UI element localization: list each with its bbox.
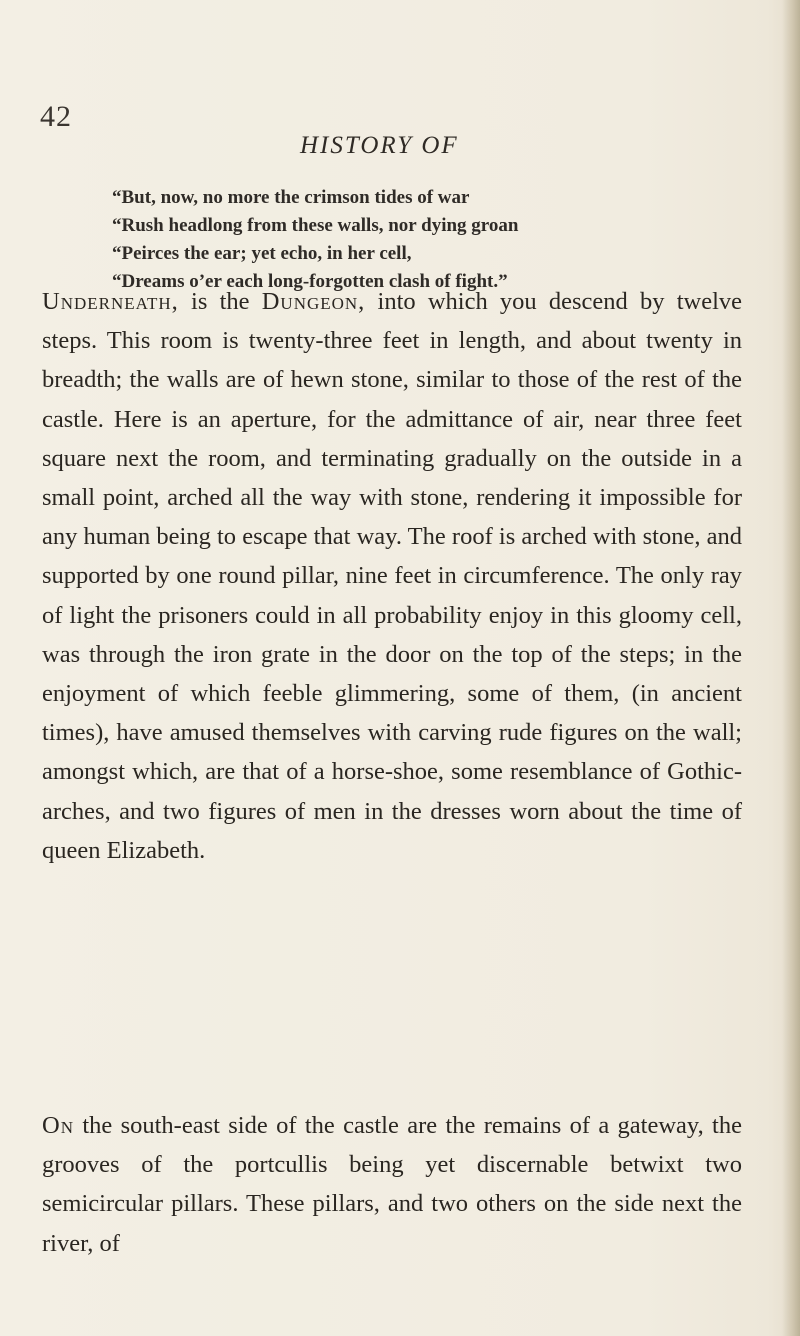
paragraph-term: Dungeon,	[261, 288, 366, 315]
paragraph-text: into which you descend by twelve steps. This room is twenty-three feet in length, and about twenty in breadth; the walls are of hewn stone, similar to those of the rest of the castle. Here is an aperture, for the admittance of air, near three feet square next the room, and terminating gradually on the outside in a small point, arched all the way with stone, rendering it impossible for any human being to escape that way. The roof is arched with stone, and supported by one round pillar, nine feet in circumference. The only ray of light the prisoners could in all probability enjoy in this gloomy cell, was through the iron grate in the door on the top of the steps; in the enjoyment of which feeble glimmering, some of them, (in ancient times), have amused themselves with carving rude figures on the wall; amongst which, are that of a horse-shoe, some resemblance of Gothic-arches, and two figures of men in the dresses worn about the time of queen Elizabeth.	[42, 288, 743, 864]
paragraph-lead-word: On	[42, 1112, 74, 1139]
paragraph-text: is the	[178, 288, 262, 315]
paragraph-text: the south-east side of the castle are the remains of a gateway, the grooves of the portcullis being yet discernable betwixt two semicircular pillars. These pillars, and two others on the side next the river, of	[42, 1112, 742, 1257]
verse-line: “But, now, no more the crimson tides of war	[112, 187, 470, 208]
paragraph-gateway	[42, 1106, 742, 1263]
verse-line: “Rush headlong from these walls, nor dying groan	[112, 215, 519, 236]
paragraph-dungeon	[42, 282, 742, 870]
paragraph-lead-word: Underneath,	[42, 288, 179, 315]
verse-line: “Dreams o’er each long-forgotten clash of fight.”	[112, 271, 508, 292]
verse-quotation	[112, 184, 712, 296]
page-edge-shadow	[782, 0, 800, 1336]
page-number: 42	[40, 100, 72, 133]
running-head: HISTORY OF	[300, 132, 459, 159]
verse-line: “Peirces the ear; yet echo, in her cell,	[112, 243, 412, 264]
